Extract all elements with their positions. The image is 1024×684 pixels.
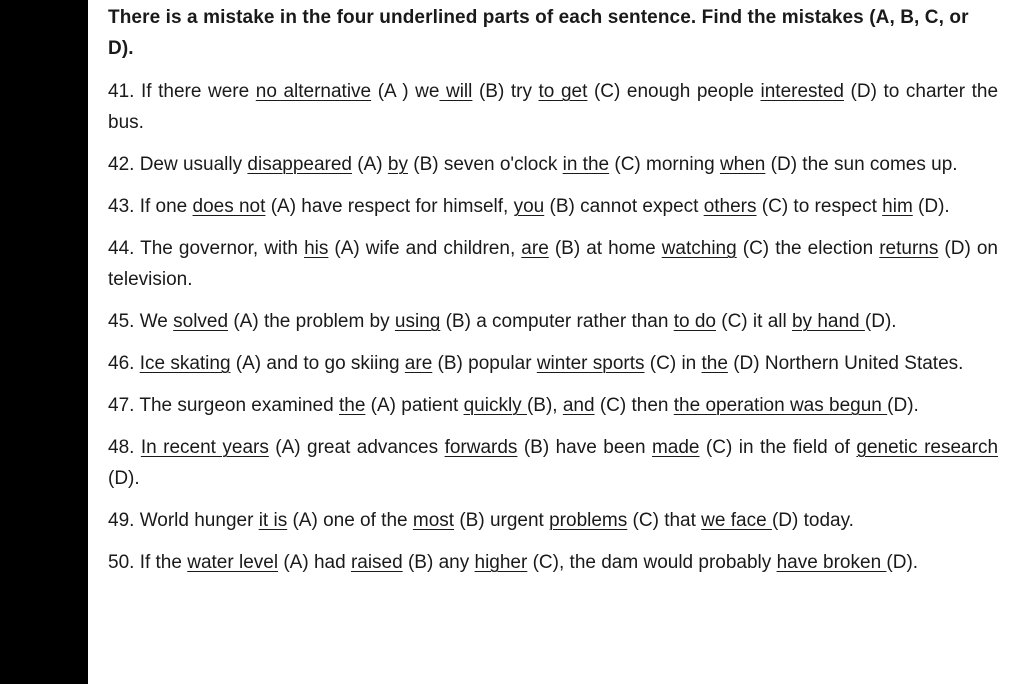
instructions: There is a mistake in the four underlined parts of each sentence. Find the mistakes (A, B, C, or D). [108, 7, 969, 59]
sentence-text: (D) Northern United States. [727, 353, 964, 374]
sentence-text: (D). [886, 552, 919, 573]
sentence-text: (B), [526, 395, 563, 416]
sentence-text: (C) it all [715, 311, 792, 332]
sentence-text: (D). [912, 196, 950, 217]
sentence-text: (D) to charter the bus. [108, 81, 999, 133]
sentence-text: (D) today. [771, 510, 854, 531]
underlined-part: using [394, 311, 441, 332]
underlined-part: and [562, 395, 595, 416]
underlined-part: will [439, 81, 473, 102]
underlined-part: higher [474, 552, 528, 573]
underlined-part: problems [549, 510, 628, 531]
sentence-text: 42. Dew usually [108, 154, 248, 175]
underlined-part: watching [661, 238, 737, 259]
sentence-text: (A) [352, 154, 388, 175]
sentence-text: (B) at home [548, 238, 662, 259]
sentence-text: 41. If there were [108, 81, 256, 102]
underlined-part: by [387, 154, 408, 175]
sentence-text: (D). [887, 395, 919, 416]
underlined-part: are [521, 238, 549, 259]
question-item [108, 76, 998, 138]
sentence-text: (C) then [594, 395, 674, 416]
sentence-text: (A) great advances [268, 437, 445, 458]
sentence-text: 46. [108, 353, 140, 374]
sentence-text: 47. The surgeon examined [108, 395, 339, 416]
underlined-part: water level [187, 552, 279, 573]
underlined-part: by hand [791, 311, 865, 332]
underlined-part: Ice skating [139, 353, 231, 374]
sentence-text: (D). [108, 468, 140, 489]
sentence-text: (A) the problem by [228, 311, 395, 332]
worksheet-content [108, 2, 998, 589]
sentence-text: (B) cannot expect [544, 196, 704, 217]
sentence-text: (B) try [472, 81, 539, 102]
underlined-part: no alternative [255, 81, 372, 102]
underlined-part: most [412, 510, 455, 531]
underlined-part: when [719, 154, 766, 175]
question-list [108, 76, 998, 578]
sentence-text: 50. If the [108, 552, 188, 573]
underlined-part: others [703, 196, 757, 217]
underlined-part: the operation was begun [673, 395, 888, 416]
sentence-text: (D). [864, 311, 897, 332]
question-item [108, 432, 998, 494]
underlined-part: to get [538, 81, 588, 102]
question-item [108, 149, 998, 180]
sentence-text: 48. [108, 437, 141, 458]
sentence-text: (A) one of the [287, 510, 413, 531]
underlined-part: to do [673, 311, 716, 332]
sentence-text: (D) the sun comes up. [765, 154, 958, 175]
question-item [108, 390, 998, 421]
sentence-text: (A) and to go skiing [230, 353, 405, 374]
sentence-text: (C) to respect [756, 196, 883, 217]
sentence-text: (A) have respect for himself, [265, 196, 514, 217]
underlined-part: it is [258, 510, 288, 531]
sentence-text: (C) morning [609, 154, 720, 175]
underlined-part: disappeared [247, 154, 352, 175]
sentence-text: (B) have been [517, 437, 652, 458]
underlined-part: his [304, 238, 329, 259]
sentence-text: (B) any [402, 552, 475, 573]
underlined-part: the [338, 395, 366, 416]
underlined-part: him [882, 196, 913, 217]
underlined-part: genetic research [856, 437, 999, 458]
sentence-text: (B) a computer rather than [440, 311, 674, 332]
underlined-part: In recent years [140, 437, 269, 458]
underlined-part: returns [879, 238, 939, 259]
question-item [108, 306, 998, 337]
sentence-text: 43. If one [108, 196, 193, 217]
underlined-part: forwards [444, 437, 518, 458]
underlined-part: the [701, 353, 728, 374]
sentence-text: (C), the dam would probably [527, 552, 777, 573]
underlined-part: are [404, 353, 433, 374]
sentence-text: (C) in the field of [699, 437, 857, 458]
underlined-part: in the [562, 154, 610, 175]
question-item [108, 233, 998, 295]
question-item [108, 505, 998, 536]
sentence-text: (B) seven o'clock [407, 154, 563, 175]
underlined-part: made [651, 437, 700, 458]
question-item [108, 547, 998, 578]
underlined-part: quickly [463, 395, 527, 416]
underlined-part: raised [350, 552, 403, 573]
underlined-part: winter sports [536, 353, 645, 374]
sentence-text: (C) that [627, 510, 702, 531]
sentence-text: (A) had [278, 552, 351, 573]
underlined-part: we face [701, 510, 772, 531]
sentence-text: 45. We [108, 311, 174, 332]
underlined-part: interested [760, 81, 844, 102]
question-item [108, 348, 998, 379]
sentence-text: (A) patient [365, 395, 464, 416]
underlined-part: solved [173, 311, 229, 332]
underlined-part: you [513, 196, 545, 217]
sentence-text: (B) popular [432, 353, 537, 374]
question-item [108, 191, 998, 222]
sentence-text: (C) the election [736, 238, 880, 259]
sentence-text: (B) urgent [454, 510, 550, 531]
sentence-text: 44. The governor, with [108, 238, 305, 259]
underlined-part: does not [192, 196, 266, 217]
sentence-text: (A) wife and children, [328, 238, 522, 259]
sentence-text: (C) in [644, 353, 702, 374]
worksheet-page [88, 0, 1024, 684]
sentence-text: 49. World hunger [108, 510, 259, 531]
underlined-part: have broken [776, 552, 887, 573]
sentence-text: (D) on television. [108, 238, 998, 290]
sentence-text: (A ) we [371, 81, 440, 102]
sentence-text: (C) enough people [587, 81, 761, 102]
